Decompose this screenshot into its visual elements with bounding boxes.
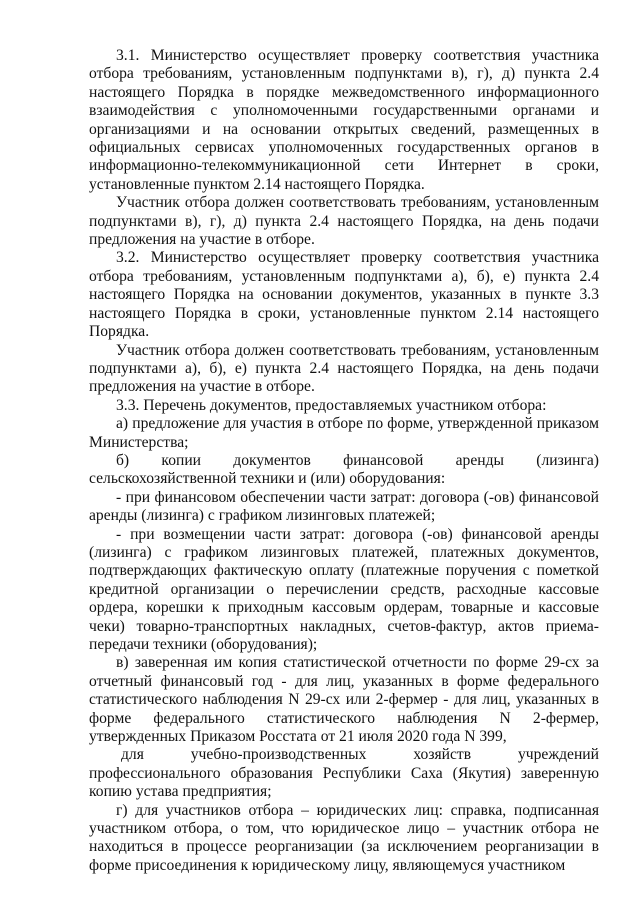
document-body bbox=[89, 47, 599, 875]
item-b-financing: - при финансовом обеспечении части затрат: договора (-ов) финансовой аренды (лизинга) с графиком лизинговых платежей; bbox=[89, 488, 599, 525]
paragraph-3-3: 3.3. Перечень документов, предоставляемых участником отбора: bbox=[116, 396, 547, 414]
item-g: г) для участников отбора – юридических лиц: справка, подписанная участником отбора, о том, что юридическое лицо – участник отбора не находиться в процессе реорганизации (за исключением реорганизации в форме присоединения к юридическому лицу, являющемуся участником bbox=[89, 801, 599, 874]
paragraph-3-1: 3.1. Министерство осуществляет проверку соответствия участника отбора требованиям, установленным подпунктами в), г), д) пункта 2.4 настоящего Порядка в порядке межведомственного информационного взаимодействия с уполномоченными государственными органами и организациями и на основании открытых сведений, размещенных в официальных сервисах уполномоченных государственных органов в информационно-телекоммуникационной сети Интернет в сроки, установленные пунктом 2.14 настоящего Порядка. bbox=[89, 47, 599, 193]
item-a: а) предложение для участия в отборе по форме, утвержденной приказом Министерства; bbox=[89, 415, 599, 451]
item-v: в) заверенная им копия статистической отчетности по форме 29-сх за отчетный финансовый год - для лиц, указанных в форме федерального статистического наблюдения N 29-сх или 2-фермер - для лиц, указанных в форме федерального статистического наблюдения N 2-фермер, утвержденных Приказом Росстата от 21 июля 2020 года N 399, bbox=[89, 654, 599, 746]
paragraph-3-1-requirement: Участник отбора должен соответствовать требованиям, установленным подпунктами в), г), д) пункта 2.4 настоящего Порядка, на день подачи предложения на участие в отборе. bbox=[89, 194, 599, 249]
paragraph-3-2-requirement: Участник отбора должен соответствовать требованиям, установленным подпунктами а), б), е) пункта 2.4 настоящего Порядка, на день подачи предложения на участие в отборе. bbox=[89, 341, 599, 396]
item-b-reimbursement: - при возмещении части затрат: договора (-ов) финансовой аренды (лизинга) с графиком лизинговых платежей, платежных документов, подтверждающих фактическую оплату (платежные поручения с пометкой кредитной организации о перечислении средств, расходные кассовые ордера, корешки к приходным кассовым ордерам, товарные и кассовые чеки) товарно-транспортных накладных, счетов-фактур, актов приема-передачи техники (оборудования); bbox=[89, 525, 599, 653]
item-v-educational: для учебно-производственных хозяйств учреждений профессионального образования Республики Саха (Якутия) заверенную копию устава предприятия; bbox=[89, 746, 599, 801]
item-b: б) копии документов финансовой аренды (лизинга) сельскохозяйственной техники и (или) оборудования: bbox=[89, 451, 599, 488]
paragraph-3-2: 3.2. Министерство осуществляет проверку соответствия участника отбора требованиям, установленным подпунктами а), б), е) пункта 2.4 настоящего Порядка на основании документов, указанных в пункте 3.3 настоящего Порядка в сроки, установленные пунктом 2.14 настоящего Порядка. bbox=[89, 249, 599, 341]
